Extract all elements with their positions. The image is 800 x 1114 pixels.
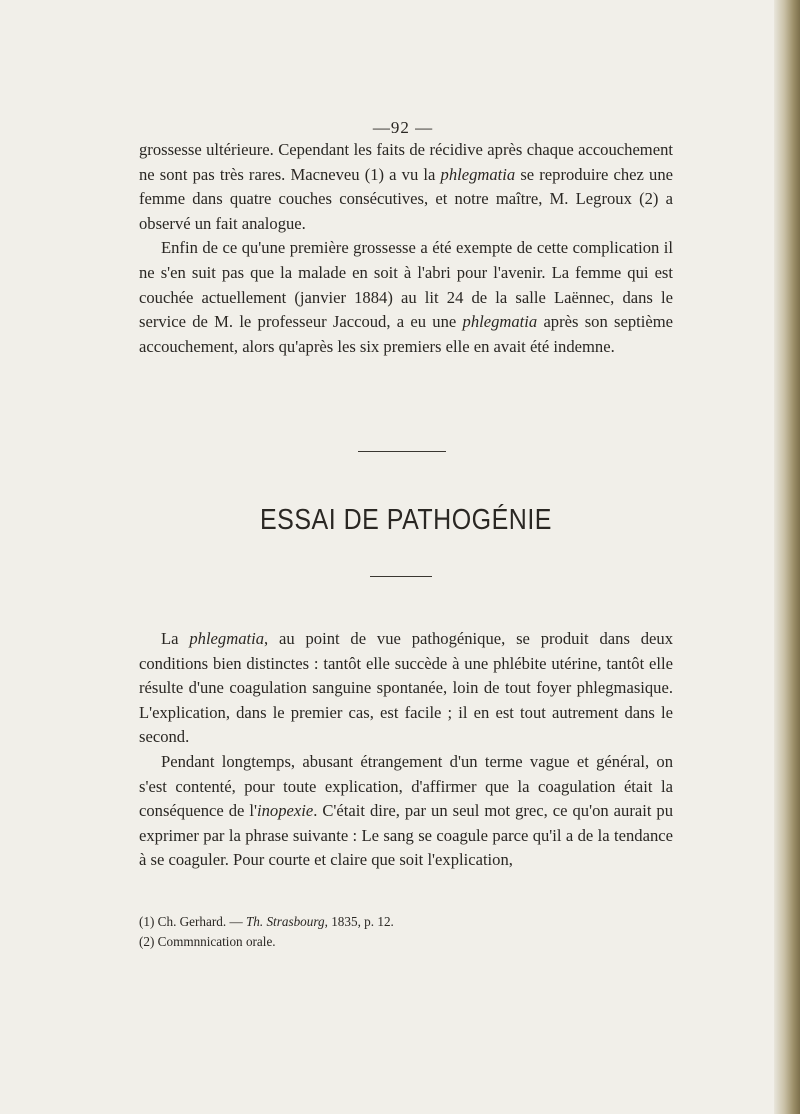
text-run: . C'était dire, par un seul mot grec, ce qu'on aurait pu exprimer par la phrase suivante : Le sang se coagule parce qu'il a de la tendance à se coaguler. Pour courte et claire que soit l'explication, — [139, 801, 674, 870]
text-run: après son septième accouchement, alors qu'après les six premiers elle en avait été indemne. — [139, 312, 673, 356]
footnote — [139, 932, 673, 952]
italic-run: Th. Strasbourg — [245, 914, 325, 929]
paragraph — [139, 236, 673, 359]
text-run: Pendant longtemps, abusant étrangement d'un terme vague et général, on s'est contenté, pour toute explication, d'affirmer que la coagulation était la conséquence de l' — [139, 751, 673, 821]
italic-run: inopexie — [257, 801, 314, 821]
text-run: , 1835, p. 12. — [324, 914, 394, 929]
text-run: , au point de vue pathogénique, se produit dans deux conditions bien distinctes : tantôt elle succède à une phlébite utérine, tantôt elle résulte d'une coagulation sanguine spontanée, loin de tout foyer phlegmasique. L'explication, dans le premier cas, est facile ; il en est tout autrement dans le second. — [139, 629, 673, 747]
page-edge-shadow — [774, 0, 800, 1114]
footnotes — [139, 912, 673, 952]
top-text-block — [139, 138, 673, 359]
paragraph — [139, 627, 673, 750]
paragraph — [139, 750, 673, 873]
divider-bottom — [370, 576, 432, 577]
text-run: La — [161, 629, 190, 648]
text-run: grossesse ultérieure. Cependant les faits de récidive après chaque accouchement ne sont pas très rares. Macneveu (1) a vu la — [139, 140, 673, 184]
footnote — [139, 912, 673, 932]
bottom-text-block — [139, 627, 673, 873]
page-number: —92 — — [372, 118, 434, 137]
paragraph — [139, 138, 673, 236]
divider-top — [358, 451, 446, 452]
italic-run: phlegmatia — [462, 312, 538, 332]
italic-run: phlegmatia — [440, 164, 516, 184]
section-title: ESSAI DE PATHOGÉNIE — [260, 503, 552, 537]
italic-run: phlegmatia — [189, 629, 265, 648]
text-run: se reproduire chez une femme dans quatre couches consécutives, et notre maître, M. Legroux (2) a observé un fait analogue. — [139, 164, 673, 233]
text-run: (1) Ch. Gerhard. — — [139, 914, 246, 929]
text-run: Enfin de ce qu'une première grossesse a été exempte de cette complication il ne s'en suit pas que la malade en soit à l'abri pour l'avenir. La femme qui est couchée actuellement (janvier 1884) au lit 24 de la salle Laënnec, dans le service de M. le professeur Jaccoud, a eu une — [139, 238, 673, 332]
text-run: (2) Commnnication orale. — [139, 934, 276, 949]
